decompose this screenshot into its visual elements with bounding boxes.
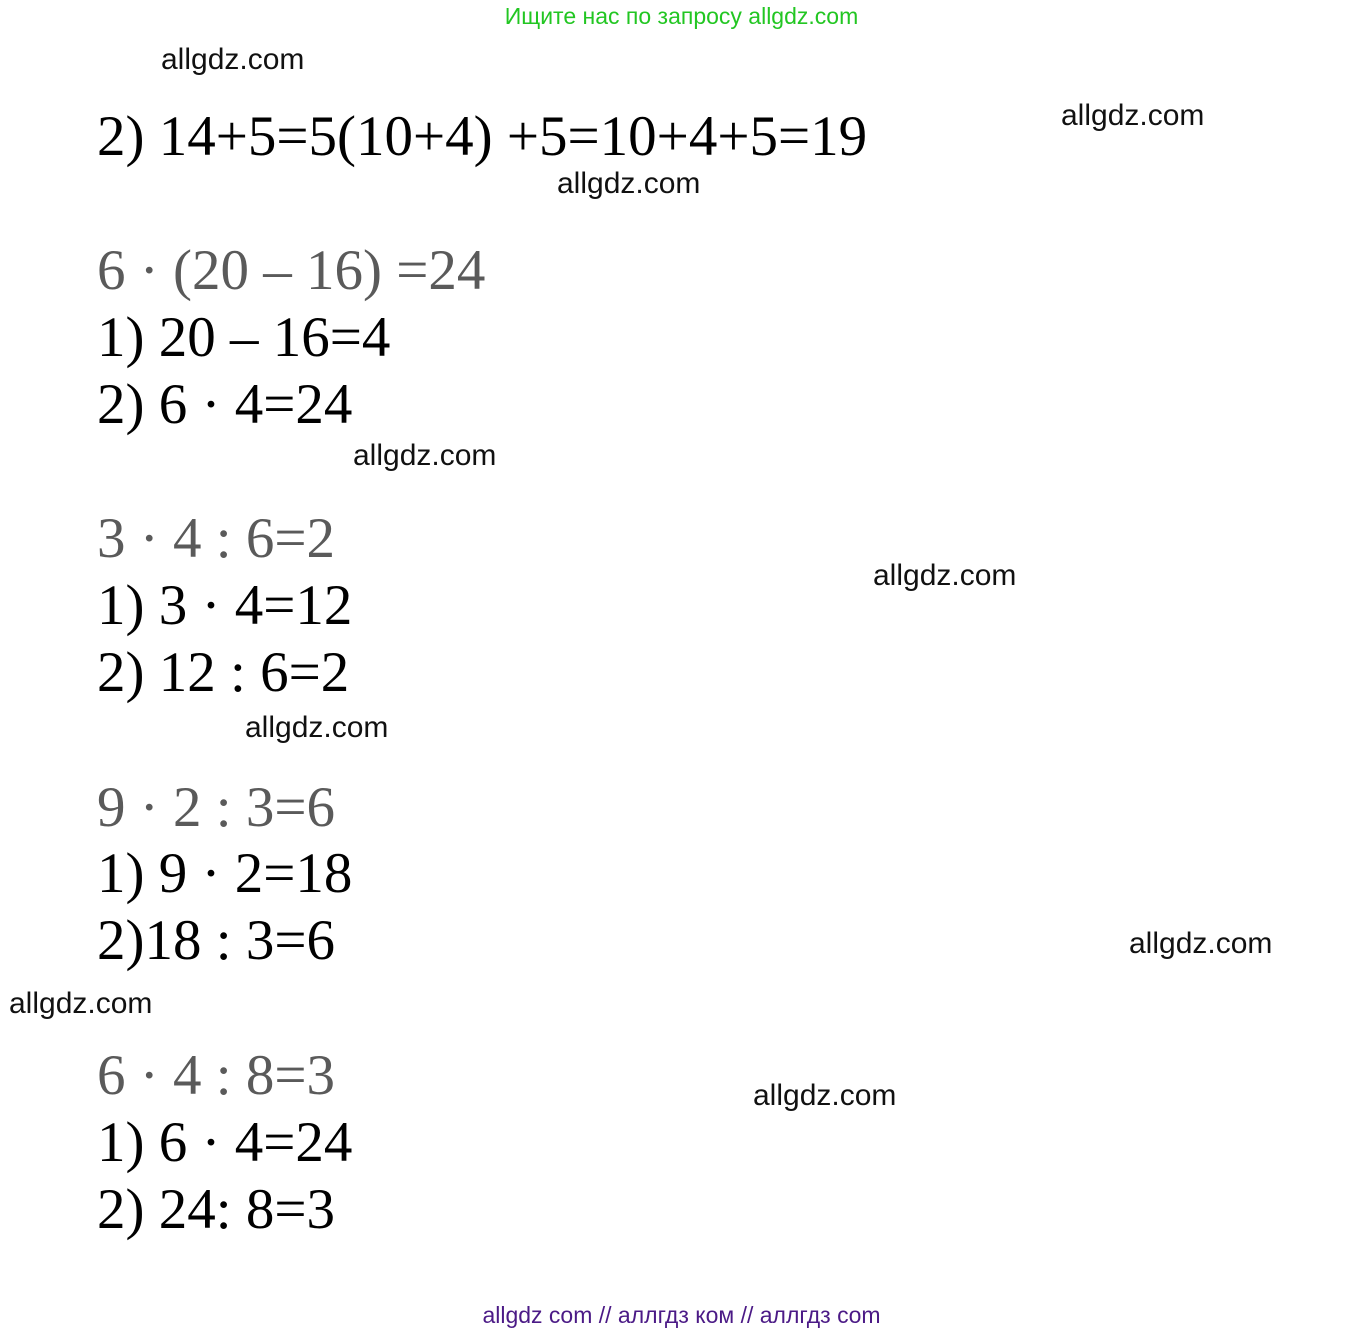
watermark: allgdz.com xyxy=(161,43,305,76)
problem-1-expression: 6 · (20 – 16) =24 xyxy=(97,239,486,302)
watermark: allgdz.com xyxy=(245,711,389,744)
watermark: allgdz.com xyxy=(1061,99,1205,132)
problem-3-step-1: 1) 9 · 2=18 xyxy=(97,842,353,905)
watermark: allgdz.com xyxy=(873,559,1017,592)
watermark: allgdz.com xyxy=(753,1079,897,1112)
problem-4-step-2: 2) 24: 8=3 xyxy=(97,1178,335,1241)
watermark: allgdz.com xyxy=(353,439,497,472)
problem-3-step-2: 2)18 : 3=6 xyxy=(97,909,335,972)
solution-step-line: 2) 14+5=5(10+4) +5=10+4+5=19 xyxy=(97,105,868,168)
problem-4-expression: 6 · 4 : 8=3 xyxy=(97,1044,335,1107)
problem-1-step-2: 2) 6 · 4=24 xyxy=(97,373,353,436)
watermark: allgdz.com xyxy=(1129,927,1273,960)
problem-2-step-2: 2) 12 : 6=2 xyxy=(97,641,350,704)
problem-1-step-1: 1) 20 – 16=4 xyxy=(97,306,391,369)
watermark: allgdz.com xyxy=(557,167,701,200)
search-hint-banner: Ищите нас по запросу allgdz.com xyxy=(504,3,859,29)
problem-4-step-1: 1) 6 · 4=24 xyxy=(97,1111,353,1174)
problem-3-expression: 9 · 2 : 3=6 xyxy=(97,776,335,839)
problem-2-step-1: 1) 3 · 4=12 xyxy=(97,574,353,637)
problem-2-expression: 3 · 4 : 6=2 xyxy=(97,507,335,570)
watermark: allgdz.com xyxy=(9,987,153,1020)
footer-watermark: allgdz com // аллгдз ком // аллгдз com xyxy=(482,1302,881,1328)
